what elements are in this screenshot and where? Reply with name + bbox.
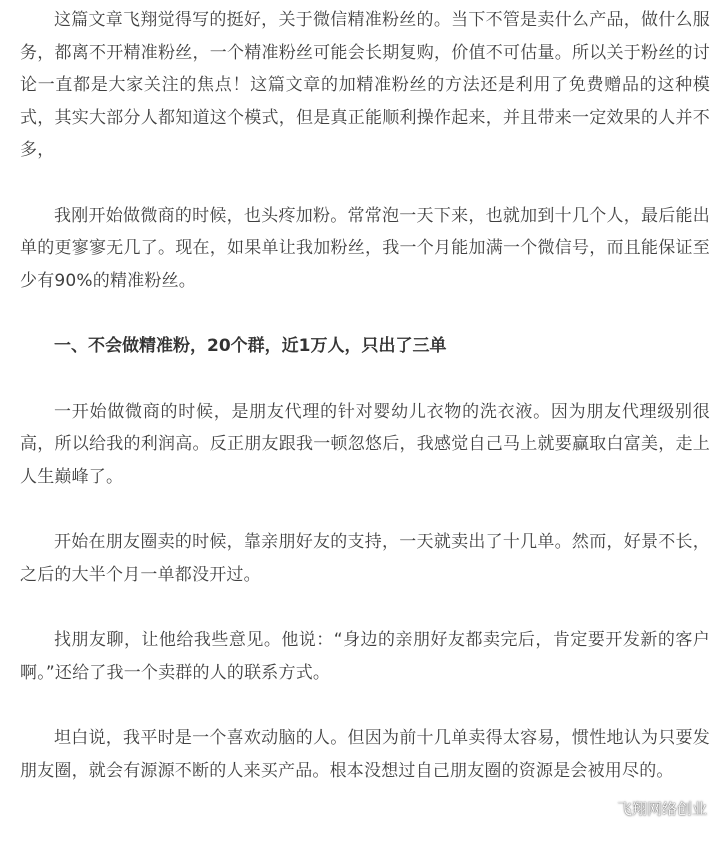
paragraph-gap (20, 689, 710, 722)
watermark (587, 798, 707, 819)
paragraph-friend-advice: 找朋友聊，让他给我些意见。他说：“身边的亲朋好友都卖完后，肯定要开发新的客户啊。”还给了我一个卖群的人的联系方式。 (20, 630, 710, 683)
section-heading: 一、不会做精准粉，20个群，近1万人，只出了三单 (54, 336, 447, 356)
article-body (20, 4, 710, 787)
paragraph-start: 我刚开始做微商的时候，也头疼加粉。常常泡一天下来，也就加到十几个人，最后能出单的更寥寥无几了。现在，如果单让我加粉丝，我一个月能加满一个微信号，而且能保证至少有90%的精准粉丝。 (20, 205, 710, 291)
paragraph-gap (20, 297, 710, 330)
paragraph-detergent: 一开始做微商的时候，是朋友代理的针对婴幼儿衣物的洗衣液。因为朋友代理级别很高，所以给我的利润高。反正朋友跟我一顿忽悠后，我感觉自己马上就要赢取白富美，走上人生巅峰了。 (20, 401, 710, 487)
wechat-icon (587, 799, 611, 819)
paragraph-honest: 坦白说，我平时是一个喜欢动脑的人。但因为前十几单卖得太容易，惯性地认为只要发朋友圈，就会有源源不断的人来买产品。根本没想过自己朋友圈的资源是会被用尽的。 (20, 728, 710, 781)
paragraph-gap (20, 493, 710, 526)
paragraph-intro: 这篇文章飞翔觉得写的挺好，关于微信精准粉丝的。当下不管是卖什么产品，做什么服务，都离不开精准粉丝，一个精准粉丝可能会长期复购，价值不可估量。所以关于粉丝的讨论一直都是大家关注的焦点！这篇文章的加精准粉丝的方法还是利用了免费赠品的这种模式，其实大部分人都知道这个模式，但是真正能顺利操作起来，并且带来一定效果的人并不多， (20, 10, 710, 160)
watermark-text: 飞翔网络创业 (616, 800, 707, 818)
paragraph-gap (20, 167, 710, 200)
paragraph-gap (20, 591, 710, 624)
paragraph-gap (20, 363, 710, 396)
paragraph-moments: 开始在朋友圈卖的时候，靠亲朋好友的支持，一天就卖出了十几单。然而，好景不长，之后的大半个月一单都没开过。 (20, 532, 710, 585)
